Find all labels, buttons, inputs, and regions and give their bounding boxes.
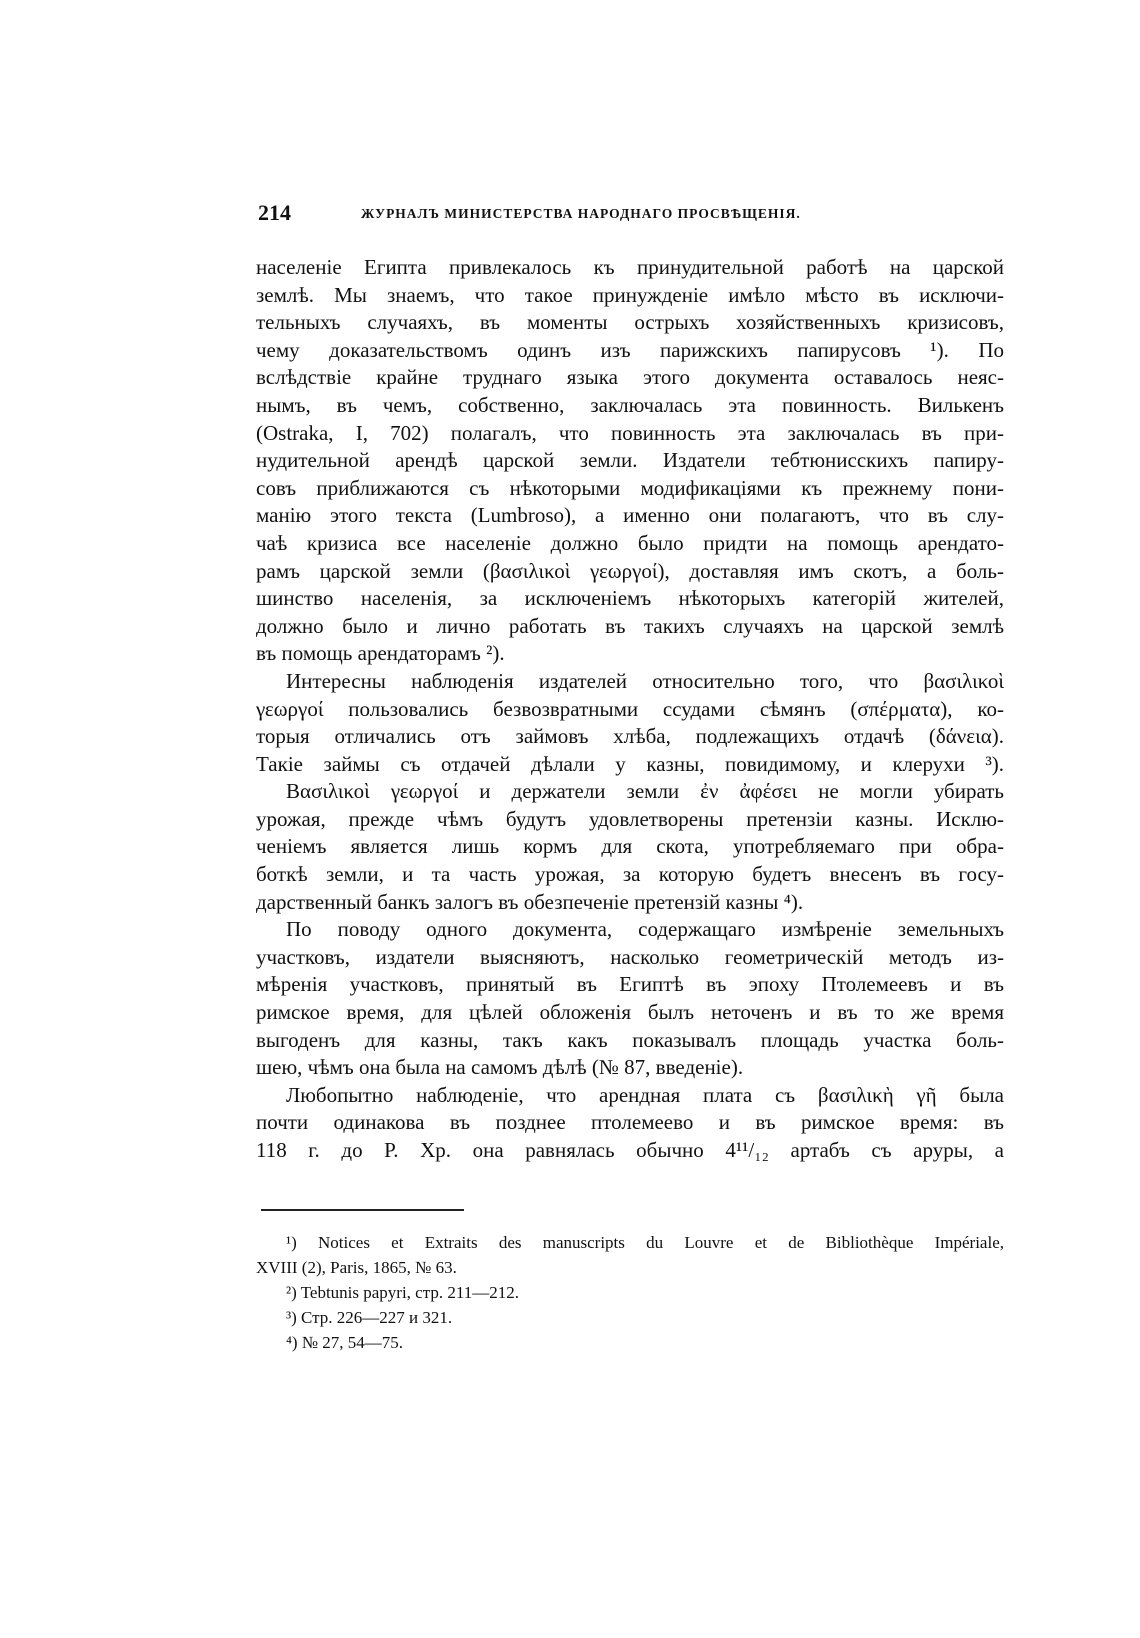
text-line: нудительной арендѣ царской земли. Издатели тебтюнисскихъ папиру-: [256, 448, 1004, 473]
footnote-divider: [261, 1209, 464, 1211]
footnote-continuation: XVIII (2), Paris, 1865, № 63.: [256, 1258, 457, 1277]
text-line: землѣ. Мы знаемъ, что такое принужденіе имѣло мѣсто въ исключи-: [256, 282, 1004, 307]
text-line: почти одинакова въ позднее птолемеево и въ римское время: въ: [256, 1110, 1004, 1135]
text-line: въ помощь арендаторамъ ²).: [256, 641, 505, 666]
text-line: По поводу одного документа, содержащаго измѣреніе земельныхъ: [286, 917, 1004, 942]
text-line: тельныхъ случаяхъ, въ моменты острыхъ хозяйственныхъ кризисовъ,: [256, 310, 1004, 335]
text-line: Интересны наблюденія издателей относительно того, что βασιλικοὶ: [286, 668, 1004, 693]
text-line: населеніе Египта привлекалось къ принудительной работѣ на царской: [256, 255, 1004, 279]
text-line: чаѣ кризиса все населеніе должно было придти на помощь арендато-: [256, 530, 1004, 555]
text-line: урожая, прежде чѣмъ будутъ удовлетворены претензіи казны. Исклю-: [256, 806, 1004, 831]
text-line: Такіе займы съ отдачей дѣлали у казны, повидимому, и клерухи ³).: [256, 751, 1004, 776]
page-header: [258, 200, 902, 230]
text-line: вслѣдствіе крайне труднаго языка этого документа оставалось неяс-: [256, 365, 1004, 390]
text-line: Любопытно наблюденіе, что арендная плата съ βασιλικὴ γῆ была: [286, 1082, 1004, 1107]
text-line: участковъ, издатели выясняютъ, насколько геометрическій методъ из-: [256, 944, 1004, 969]
text-line: рамъ царской земли (βασιλικοὶ γεωργοί), доставляя имъ скотъ, а боль-: [256, 558, 1004, 583]
text-line: римское время, для цѣлей обложенія былъ неточенъ и въ то же время: [256, 1000, 1004, 1025]
footnote: ⁴) № 27, 54—75.: [286, 1333, 404, 1352]
text-line: боткѣ земли, и та часть урожая, за которую будетъ внесенъ въ госу-: [256, 862, 1004, 887]
text-line: чему доказательствомъ одинъ изъ парижскихъ папирусовъ ¹). По: [256, 337, 1004, 362]
text-line: должно было и лично работать въ такихъ случаяхъ на царской землѣ: [256, 613, 1004, 638]
footnote: ²) Tebtunis papyri, стр. 211—212.: [286, 1283, 519, 1302]
text-line: совъ приближаются съ нѣкоторыми модификаціями къ прежнему пони-: [256, 475, 1004, 500]
footnote: ¹) Notices et Extraits des manuscripts du Louvre et de Bibliothèque Impériale,: [286, 1233, 1004, 1252]
text-line: манію этого текста (Lumbroso), а именно они полагаютъ, что въ слу-: [256, 503, 1004, 528]
footnote: ³) Стр. 226—227 и 321.: [286, 1308, 453, 1327]
text-line: ченіемъ является лишь кормъ для скота, употребляемаго при обра-: [256, 834, 1004, 859]
page-number: 214: [258, 200, 291, 225]
text-line: выгоденъ для казны, такъ какъ показывалъ площадь участка боль-: [256, 1027, 1004, 1052]
text-line: торыя отличались отъ займовъ хлѣба, подлежащихъ отдачѣ (δάνεια).: [256, 724, 1004, 749]
text-line: γεωργοί пользовались безвозвратными ссудами сѣмянъ (σπέρματα), ко-: [256, 696, 1004, 721]
text-line: шею, чѣмъ она была на самомъ дѣлѣ (№ 87, введеніе).: [256, 1055, 744, 1080]
text-line: шинство населенія, за исключеніемъ нѣкоторыхъ категорій жителей,: [256, 586, 1004, 611]
text-line: (Ostraka, I, 702) полагалъ, что повинность эта заключалась въ при-: [256, 420, 1004, 445]
text-line: мѣренія участковъ, принятый въ Египтѣ въ эпоху Птолемеевъ и въ: [256, 972, 1004, 997]
footnotes: [256, 1230, 1004, 1355]
text-line: Βασιλικοὶ γεωργοί и держатели земли ἐν ἀφέσει не могли убирать: [286, 779, 1004, 804]
text-line: нымъ, въ чемъ, собственно, заключалась эта повинность. Вилькенъ: [256, 392, 1004, 417]
body-text: [256, 254, 1004, 1165]
text-line: дарственный банкъ залогъ въ обезпеченіе претензій казны ⁴).: [256, 889, 804, 914]
running-head: ЖУРНАЛЪ МИНИСТЕРСТВА НАРОДНАГО ПРОСВѢЩЕНІЯ.: [361, 206, 801, 221]
text-line: 118 г. до Р. Хр. она равнялась обычно 4¹¹/₁₂ артабъ съ аруры, а: [256, 1138, 1004, 1162]
